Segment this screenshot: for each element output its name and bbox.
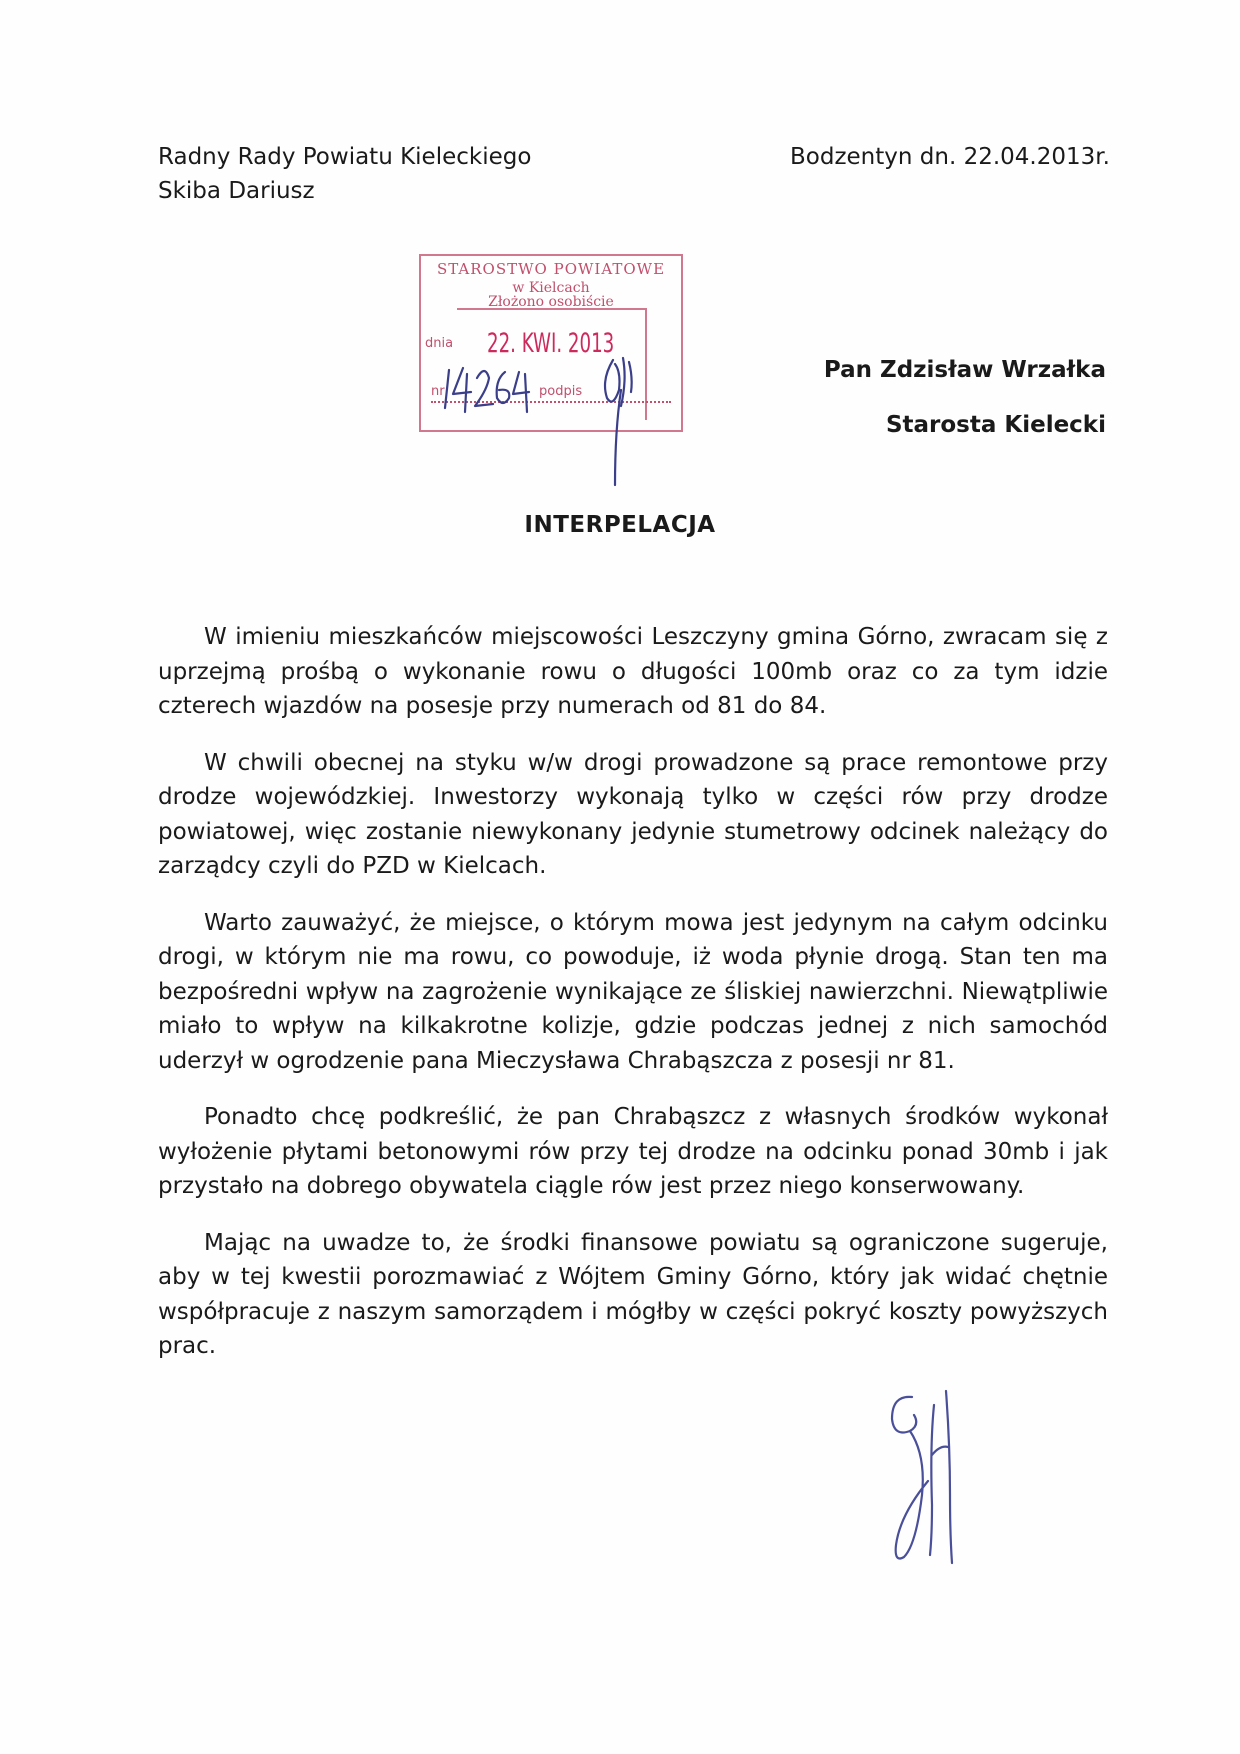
stamp-delivery: Złożono osobiście [488, 294, 614, 310]
stamp-date: 22. KWI. 2013 [487, 328, 615, 359]
addressee-name: Pan Zdzisław Wrzałka [823, 357, 1106, 383]
stamp-office: STAROSTWO POWIATOWE [436, 260, 666, 278]
document-body [158, 620, 1108, 1386]
body-paragraph-2: W chwili obecnej na styku w/w drogi prowadzone są prace remontowe przy drodze wojewódzkiej. Inwestorzy wykonają tylko w części rów przy drodze powiatowej, więc zostanie niewykonany jedynie stumetrowy odcinek należący do zarządcy czyli do PZD w Kielcach. [158, 749, 1108, 879]
addressee-block [824, 343, 1106, 453]
stamp-city: w Kielcach [512, 280, 590, 296]
place-and-date: Bodzentyn dn. 22.04.2013r. [790, 144, 1110, 170]
sender-name: Skiba Dariusz [158, 178, 315, 204]
stamp-dnia-label: dnia [425, 336, 454, 351]
sender-block [158, 140, 531, 208]
addressee-role: Starosta Kielecki [885, 412, 1106, 438]
body-paragraph-1: W imieniu mieszkańców miejscowości Leszczyny gmina Górno, zwracam się z uprzejmą prośbą o wykonanie rowu o długości 100mb oraz co za tym idzie czterech wjazdów na posesje przy numerach od 81 do 84. [158, 624, 1108, 719]
body-paragraph-5: Mając na uwadze to, że środki finansowe powiatu są ograniczone sugeruje, aby w tej kwestii porozmawiać z Wójtem Gminy Górno, który jak widać chętnie współpracuje z naszym samorządem i mógłby w części pokryć koszty powyższych prac. [158, 1229, 1108, 1359]
stamp-podpis-label: podpis [539, 384, 583, 399]
body-paragraph-3: Warto zauważyć, że miejsce, o którym mowa jest jedynym na całym odcinku drogi, w którym nie ma rowu, co powoduje, iż woda płynie drogą. Stan ten ma bezpośredni wpływ na zagrożenie wynikające ze śliskiej nawierzchni. Niewątpliwie miało to wpływ na kilkakrotne kolizje, gdzie podczas jednej z nich samochód uderzył w ogrodzenie pana Mieczysława Chrabąszcza z posesji nr 81. [158, 909, 1108, 1074]
sender-title: Radny Rady Powiatu Kieleckiego [158, 144, 532, 170]
handwritten-signature [870, 1385, 980, 1575]
stamp-handwritten-number-and-initials [415, 350, 675, 500]
document-title: INTERPELACJA [524, 512, 716, 538]
body-paragraph-4: Ponadto chcę podkreślić, że pan Chrabąszcz z własnych środków wykonał wyłożenie płytami betonowymi rów przy tej drodze na odcinku ponad 30mb i jak przystało na dobrego obywatela ciągle rów jest przez niego konserwowany. [158, 1104, 1108, 1199]
stamp-nr-label: nr [431, 384, 445, 399]
